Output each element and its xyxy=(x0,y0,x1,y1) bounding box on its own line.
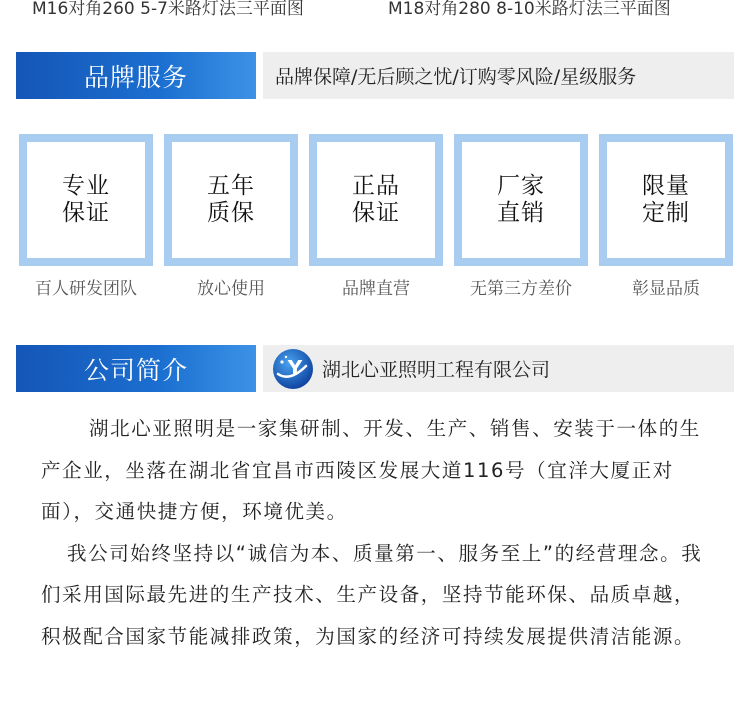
feature-title-line2: 质保 xyxy=(207,200,255,226)
feature-subtitle: 彰显品质 xyxy=(632,279,700,299)
brand-service-title: 品牌服务 xyxy=(16,52,256,99)
brand-service-header xyxy=(16,52,734,99)
caption-m16: M16对角260 5-7米路灯法三平面图 xyxy=(32,0,304,19)
feature-box xyxy=(599,134,733,266)
company-name: 湖北心亚照明工程有限公司 xyxy=(322,359,551,381)
feature-item xyxy=(454,134,588,299)
company-logo-letter: Y xyxy=(287,355,303,380)
caption-m18: M18对角280 8-10米路灯法三平面图 xyxy=(388,0,671,19)
brand-service-tagline: 品牌保障/无后顾之忧/订购零风险/星级服务 xyxy=(263,52,734,99)
feature-subtitle: 放心使用 xyxy=(197,279,265,299)
feature-title-line2: 保证 xyxy=(352,200,400,226)
company-intro-header xyxy=(16,345,734,392)
feature-title-line1: 厂家 xyxy=(497,173,545,199)
feature-item xyxy=(164,134,298,299)
feature-list xyxy=(0,134,750,304)
intro-paragraph-1: 湖北心亚照明是一家集研制、开发、生产、销售、安装于一体的生产企业，坐落在湖北省宜昌市西陵区发展大道116号（宜洋大厦正对面），交通快捷方便，环境优美。 xyxy=(41,417,701,523)
feature-title-line1: 限量 xyxy=(642,173,690,199)
feature-item xyxy=(309,134,443,299)
feature-subtitle: 品牌直营 xyxy=(342,279,410,299)
feature-title-line1: 正品 xyxy=(352,173,400,199)
plan-captions xyxy=(0,0,750,19)
company-intro-title: 公司简介 xyxy=(16,345,256,392)
feature-box xyxy=(164,134,298,266)
feature-title-line2: 保证 xyxy=(62,200,110,226)
company-intro-text xyxy=(41,408,711,657)
feature-title-line1: 专业 xyxy=(62,173,110,199)
feature-title-line1: 五年 xyxy=(207,173,255,199)
feature-item xyxy=(599,134,733,299)
feature-item xyxy=(19,134,153,299)
feature-box xyxy=(19,134,153,266)
feature-box xyxy=(309,134,443,266)
feature-box xyxy=(454,134,588,266)
feature-subtitle: 无第三方差价 xyxy=(470,279,572,299)
feature-subtitle: 百人研发团队 xyxy=(35,279,137,299)
feature-title-line2: 定制 xyxy=(642,200,690,226)
company-logo-icon xyxy=(272,348,314,390)
intro-paragraph-2: 我公司始终坚持以“诚信为本、质量第一、服务至上”的经营理念。我们采用国际最先进的生产技术、生产设备，坚持节能环保、品质卓越，积极配合国家节能减排政策，为国家的经济可持续发展提供清洁能源。 xyxy=(41,541,703,648)
feature-title-line2: 直销 xyxy=(497,200,545,226)
company-name-bar xyxy=(263,345,734,392)
